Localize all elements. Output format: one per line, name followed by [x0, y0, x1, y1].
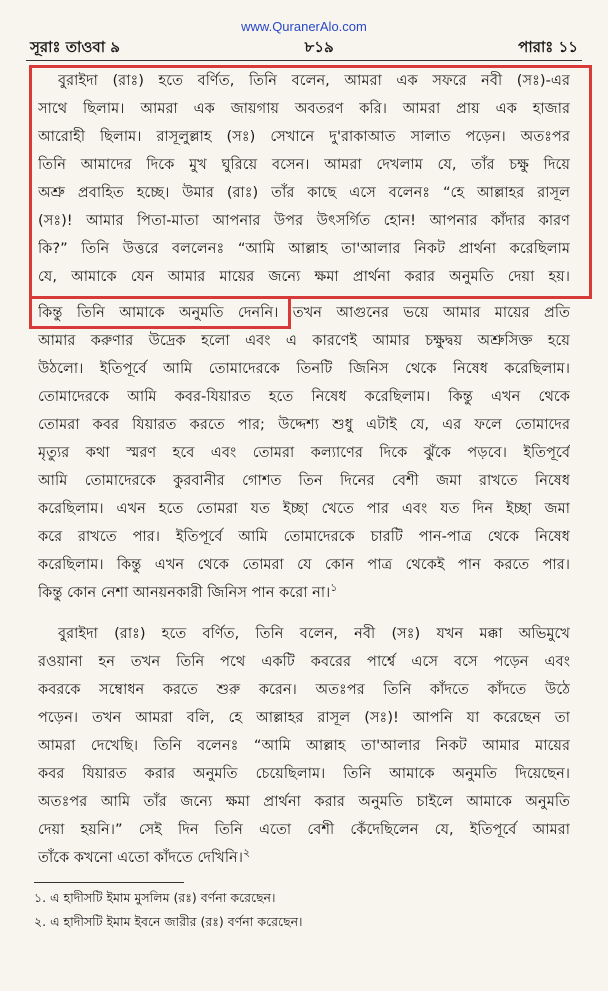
- footnote-divider: [34, 882, 184, 883]
- text-line: আমি তোমাদেরকে কুরবানীর গোশত তিন দিনের বেশী জমা রাখতে নিষেধ: [38, 472, 570, 489]
- text-line: তিনি আমাদের দিকে মুখ ঘুরিয়ে বসেন। আমরা দেখলাম যে, তাঁর চক্ষু দিয়ে: [38, 156, 570, 173]
- text-line: কবর যিয়ারত করার অনুমতি চেয়েছিলাম। তিনি আমাকে অনুমতি দিয়েছেন।: [38, 765, 570, 782]
- text-line: মৃত্যুর কথা স্মরণ হবে এবং তোমরা কল্যাণের দিকে ঝুঁকে পড়বে। ইতিপূর্বে: [38, 444, 570, 461]
- text-line: কি?” তিনি উত্তরে বললেনঃ “আমি আল্লাহ তা'আলার নিকট প্রার্থনা করেছিলাম: [38, 240, 570, 257]
- header-divider: [26, 60, 582, 61]
- text-line: যে, আমাকে যেন আমার মায়ের জন্যে ক্ষমা প্রার্থনা করার অনুমতি দেয়া হয়।: [38, 268, 570, 285]
- para-label: পারাঃ ১১: [518, 38, 578, 56]
- footnote: ১. এ হাদীসটি ইমাম মুসলিম (রঃ) বর্ণনা করেছেন।: [34, 890, 276, 905]
- text-line: রওয়ানা হন তখন তিনি পথে একটি কবরের পার্শ্বে এসে বসে পড়েন এবং: [38, 653, 570, 670]
- footnote-mark: ১: [330, 581, 338, 594]
- text-line: (সঃ)! আমার পিতা-মাতা আপনার উপর উৎসর্গিত হোন! আপনার কাঁদার কারণ: [38, 212, 570, 229]
- text-line-with-footnote: [38, 844, 570, 872]
- page-header: [30, 36, 578, 61]
- page-number: ৮১৯: [304, 38, 334, 56]
- text-line: তোমরা কবর যিয়ারত করতে পার; উদ্দেশ্য শুধু এটাই যে, এর ফলে তোমাদের: [38, 416, 570, 433]
- text-line: কিন্তু তিনি আমাকে অনুমতি দেননি। তখন আগুনের ভয়ে আমার মায়ের প্রতি: [38, 304, 570, 321]
- text-line: করেছিলাম। এখন হতে তোমরা যত ইচ্ছা খেতে পার এবং যত দিন ইচ্ছা জমা: [38, 500, 570, 517]
- site-url-link[interactable]: www.QuranerAlo.com: [241, 19, 367, 34]
- text-line: পড়েন। তখন আমরা বলি, হে আল্লাহর রাসূল (সঃ)! আপনি যা করেছেন তা: [38, 709, 570, 726]
- text-line: আমরা দেখেছি। তিনি বলেনঃ “আমি আল্লাহ তা'আলার নিকট আমার মায়ের: [38, 737, 570, 754]
- text-line-content: তাঁকে কখনো এতো কাঁদতে দেখিনি।: [38, 849, 243, 866]
- text-line: আরোহী ছিলাম। রাসূলুল্লাহ (সঃ) সেখানে দু'রাকাআত সালাত পড়েন। অতঃপর: [38, 128, 570, 145]
- text-line: বুরাইদা (রাঃ) হতে বর্ণিত, তিনি বলেন, আমরা এক সফরে নবী (সঃ)-এর: [58, 72, 570, 89]
- surah-label: সূরাঃ তাওবা ৯: [30, 38, 121, 56]
- text-line: বুরাইদা (রাঃ) হতে বর্ণিত, তিনি বলেন, নবী (সঃ) যখন মক্কা অভিমুখে: [58, 625, 570, 642]
- text-line: করে রাখতে পার। ইতিপূর্বে আমি তোমাদেরকে চারটি পান-পাত্র থেকে নিষেধ: [38, 528, 570, 545]
- text-line: আমার করুণার উদ্রেক হলো এবং এ কারণেই আমার চক্ষুদ্বয় অশ্রুসিক্ত হয়ে: [38, 332, 570, 349]
- text-line: দেয়া হয়নি।” সেই দিন তিনি এতো বেশী কেঁদেছিলেন যে, ইতিপূর্বে আমরা: [38, 821, 570, 838]
- text-line: তোমাদেরকে আমি কবর-যিয়ারত হতে নিষেধ করেছিলাম। কিন্তু এখন থেকে: [38, 388, 570, 405]
- footnote: ২. এ হাদীসটি ইমাম ইবনে জারীর (রঃ) বর্ণনা করেছেন।: [34, 914, 303, 929]
- text-line: অশ্রু প্রবাহিত হচ্ছে। উমার (রাঃ) তাঁর কাছে এসে বলেনঃ “হে আল্লাহর রাসূল: [38, 184, 570, 201]
- text-line-with-footnote: [38, 579, 570, 607]
- text-line: সাথে ছিলাম। আমরা এক জায়গায় অবতরণ করি। আমরা প্রায় এক হাজার: [38, 100, 570, 117]
- text-line: করেছিলাম। কিন্তু এখন থেকে তোমরা যে কোন পাত্র থেকেই পান করতে পার।: [38, 556, 570, 573]
- text-line: অতঃপর আমি তাঁর জন্যে ক্ষমা প্রার্থনা করার অনুমতি চাইলে আমাকে অনুমতি: [38, 793, 570, 810]
- text-line: কবরকে সম্বোধন করতে শুরু করেন। অতঃপর তিনি কাঁদতে কাঁদতে উঠে: [38, 681, 570, 698]
- footnote-mark: ২: [242, 846, 251, 859]
- text-line-content: কিন্তু কোন নেশা আনয়নকারী জিনিস পান করো না।: [38, 584, 331, 601]
- text-line: উঠলো। ইতিপূর্বে আমি তোমাদেরকে তিনটি জিনিস থেকে নিষেধ করেছিলাম।: [38, 360, 570, 377]
